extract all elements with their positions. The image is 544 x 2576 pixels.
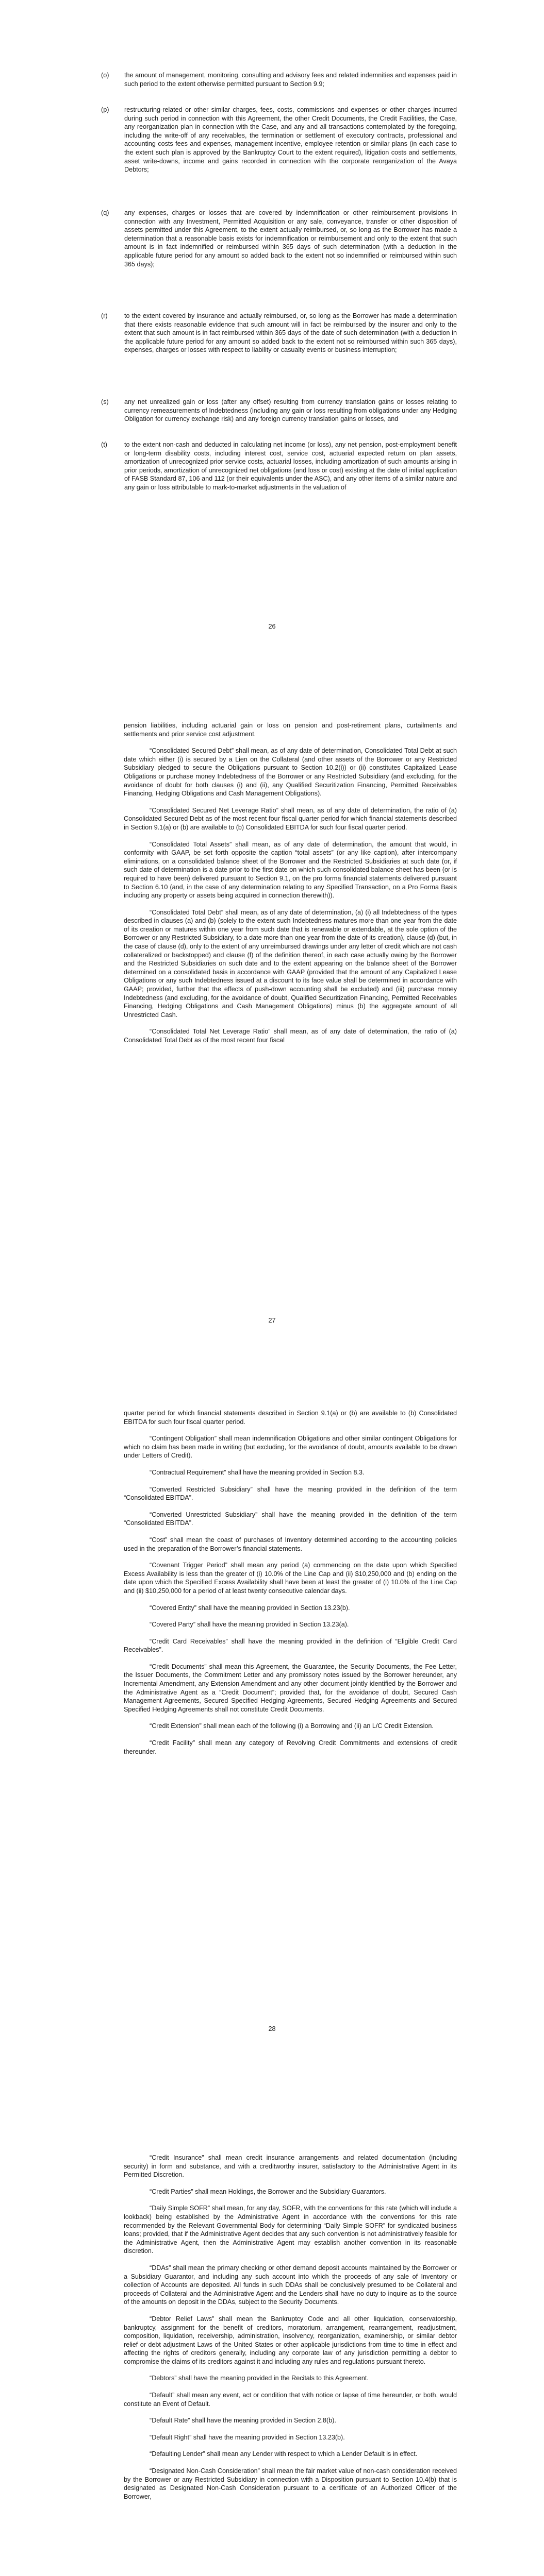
definition-text: quarter period for which financial statements described in Section 9.1(a) or (b) are available to (b) Consolidated EBITDA for such four fiscal quarter period.: [124, 1410, 457, 1426]
definition-text: shall have the meaning provided in Section 13.23(a).: [195, 1621, 349, 1629]
defined-term: “Default Rate”: [150, 2417, 190, 2425]
clause-label: (s): [101, 398, 109, 405]
defined-term: “Credit Insurance”: [150, 2154, 204, 2161]
clause-label: (r): [101, 312, 108, 319]
definition-paragraph: [124, 1511, 457, 1528]
definition-paragraph: [124, 1536, 457, 1553]
definition-paragraph: [124, 2391, 457, 2408]
definition-paragraph: [124, 747, 457, 798]
definition-paragraph: [124, 2374, 457, 2383]
definition-text: shall mean Holdings, the Borrower and the Subsidiary Guarantors.: [193, 2188, 386, 2195]
page-number: 28: [268, 2025, 276, 2032]
definition-paragraph: [124, 2188, 457, 2196]
defined-term: “Designated Non-Cash Consideration”: [150, 2467, 260, 2475]
definition-text: shall mean, as of any date of determination, the ratio of (a) Consolidated Total Debt as of the most recent four fiscal: [124, 1028, 457, 1044]
definition-paragraph: [124, 2204, 457, 2256]
definition-text: shall mean any period (a) commencing on the date upon which Specified Excess Availability is less than the greater of (i) 10.0% of the Line Cap and (ii) $10,250,000 and (b) ending on the date upon which the Specified Excess Availability shall have been at least the greater of (i) 10.0% of the Line Cap and (ii) $10,250,000 for a period of at least twenty consecutive calendar days.: [124, 1562, 457, 1595]
definition-text: shall have the meaning provided in the definition of the term “Consolidated EBITDA”.: [124, 1511, 457, 1527]
defined-term: “Consolidated Secured Debt”: [150, 747, 234, 755]
definition-paragraph: [124, 1604, 457, 1613]
definition-paragraph: [124, 1027, 457, 1044]
clause-label: (o): [101, 72, 109, 79]
definition-text: shall mean the coast of purchases of Inventory determined according to the accounting policies used in the preparation of the Borrower’s financial statements.: [124, 1536, 457, 1552]
definition-paragraph: [124, 1739, 457, 1756]
definition-paragraph: [124, 1485, 457, 1502]
definitions-block: [124, 1409, 457, 1764]
definition-paragraph: [124, 2467, 457, 2501]
clause-p: [101, 106, 457, 174]
definition-text: shall mean any event, act or condition that with notice or lapse of time hereunder, or both, would constitute an Event of Default.: [124, 2392, 457, 2408]
definition-text: shall have the meaning provided in Section 13.23(b).: [191, 2433, 345, 2441]
definition-text: shall mean this Agreement, the Guarantee, the Security Documents, the Fee Letter, the Issuer Documents, the Commitment Letter and any promissory notes issued by the Borrower hereunder, any Incremental Amendment, any Extension Amendment and any other document jointly identified by the Borrower and the Administrative Agent as a “Credit Document”; provided that, for the avoidance of doubt, Secured Cash Management Agreements, Secured Specified Hedging Agreements, Secured Hedging Agreements and Secured Specified Hedging Agreements shall not constitute Credit Documents.: [124, 1663, 457, 1713]
definition-paragraph: [124, 908, 457, 1020]
definition-paragraph: [124, 1409, 457, 1426]
definition-paragraph: [124, 2264, 457, 2307]
definition-text: shall mean the fair market value of non-cash consideration received by the Borrower or any Restricted Subsidiary in connection with a Disposition pursuant to Section 10.4(b) that is designated as Designated Non-Cash Consideration pursuant to a certificate of an Authorized Officer of the Borrower,: [124, 2467, 457, 2500]
defined-term: “Defaulting Lender”: [150, 2450, 205, 2458]
clause-label: (t): [101, 441, 107, 448]
definition-text: shall mean the Bankruptcy Code and all other liquidation, conservatorship, bankruptcy, assignment for the benefit of creditors, moratorium, arrangement, rearrangement, readjustment, composition, liquidation, receivership, administration, insolvency, reorganization, examinership, or similar debtor relief or debt adjustment Laws of the United States or other applicable jurisdictions from time to time in effect and affecting the rights of creditors generally, including any corporate law of any jurisdiction permitting a debtor to compromise the claims of its creditors against it and including any rules and regulations pursuant thereto.: [124, 2315, 457, 2365]
defined-term: “Consolidated Total Net Leverage Ratio”: [150, 1028, 271, 1036]
defined-term: “Debtor Relief Laws”: [150, 2315, 215, 2323]
definition-text: shall mean indemnification Obligations and other similar contingent Obligations for which no claim has been made in writing (but excluding, for the avoidance of doubt, amounts available to be drawn under Letters of Credit).: [124, 1435, 457, 1460]
defined-term: “Credit Documents”: [150, 1663, 207, 1670]
definitions-block: [124, 2154, 457, 2509]
clause-text: any expenses, charges or losses that are covered by indemnification or other reimbursement provisions in connection with any Investment, Permitted Acquisition or any sale, conveyance, transfer or other disposition of assets permitted under this Agreement, to the extent actually reimbursed, or, so long as the Borrower has made a determination that a reasonable basis exists for indemnification or reimbursement and only to the extent that such amount is in fact indemnified or reimbursed within 365 days of such determination (with a deduction in the applicable future period for any amount so added back to the extent not so indemnified or reimbursed within such 365 days);: [124, 209, 457, 268]
definition-paragraph: [124, 1637, 457, 1654]
definition-paragraph: [124, 2416, 457, 2425]
definition-paragraph: [124, 1561, 457, 1595]
defined-term: “Consolidated Total Assets”: [150, 840, 232, 848]
clause-q: [101, 209, 457, 268]
clause-text: to the extent covered by insurance and actually reimbursed, or, so long as the Borrower has made a determination that there exists reasonable evidence that such amount will in fact be reimbursed by the insurer and only to the extent that such amount is in fact reimbursed within 365 days of the date of such determination (with a deduction in the applicable future period for any amount so added back to the extent not so reimbursed within such 365 days), expenses, charges or losses with respect to liability or casualty events or business interruption;: [124, 312, 457, 354]
clause-r: [101, 312, 457, 354]
definition-text: shall mean, as of any date of determination, (a) (i) all Indebtedness of the types described in clauses (a) and (b) (solely to the extent such Indebtedness matures more than one year from the date of its creation or matures within one year from such date that is renewable or extendable, at the sole option of the Borrower or any Restricted Subsidiary, to a date more than one year from the date of its creation), clause (d) (but, in the case of clause (d), only to the extent of any unreimbursed drawings under any letter of credit which are not cash collateralized or backstopped) and clause (f) of the definition thereof, in each case actually owing by the Borrower and the Restricted Subsidiaries on such date and to the extent appearing on the balance sheet of the Borrower determined on a consolidated basis in accordance with GAAP (provided that the amount of any Capitalized Lease Obligations or any such Indebtedness issued at a discount to its face value shall be determined in accordance with GAAP; provided, further that the effects of push-down accounting shall be excluded) and (iii) purchase money Indebtedness (and excluding, for the avoidance of doubt, Qualified Securitization Financing, Permitted Receivables Financing, Hedging Obligations and Cash Management Obligations) minus (b) the aggregate amount of all Unrestricted Cash.: [124, 908, 457, 1019]
definition-paragraph: [124, 2315, 457, 2366]
defined-term: “Default Right”: [150, 2433, 192, 2441]
definition-paragraph: [124, 1620, 457, 1629]
defined-term: “DDAs”: [150, 2264, 171, 2272]
page-27: [0, 675, 544, 1386]
clause-label: (p): [101, 106, 109, 113]
definition-text: shall have the meaning provided in Section 2.8(b).: [190, 2417, 336, 2425]
definition-paragraph: [124, 721, 457, 738]
definition-text: shall mean the primary checking or other demand deposit accounts maintained by the Borrower or a Subsidiary Guarantor, and including any such account into which the proceeds of any sale of Inventory or collection of Accounts are deposited. All funds in such DDAs shall be conclusively presumed to be Collateral and proceeds of Collateral and the Administrative Agent and the Lenders shall have no duty to inquire as to the source of the amounts on deposit in the DDAs, subject to the Security Documents.: [124, 2264, 457, 2306]
definition-paragraph: [124, 1468, 457, 1477]
defined-term: “Credit Card Receivables”: [150, 1637, 228, 1645]
definition-text: shall have the meaning provided in the definition of the term “Consolidated EBITDA”.: [124, 1485, 457, 1502]
defined-term: “Covenant Trigger Period”: [150, 1562, 227, 1569]
defined-term: “Contingent Obligation”: [150, 1435, 217, 1443]
defined-term: “Credit Parties”: [150, 2188, 193, 2195]
clause-text: any net unrealized gain or loss (after any offset) resulting from currency translation gains or losses relating to currency remeasurements of Indebtedness (including any gain or loss resulting from obligations under any Hedging Obligation for currency exchange risk) and any foreign currency translation gains or losses, and: [124, 398, 457, 423]
page-number: 26: [268, 623, 276, 630]
defined-term: “Covered Party”: [150, 1621, 195, 1629]
clause-o: [101, 71, 457, 88]
definition-text: shall have the meaning provided in the definition of “Eligible Credit Card Receivables”.: [124, 1637, 457, 1654]
clause-s: [101, 398, 457, 423]
definition-text: shall have the meaning provided in Section 13.23(b).: [196, 1604, 350, 1612]
clause-t: [101, 440, 457, 492]
definition-text: shall mean, as of any date of determination, the ratio of (a) Consolidated Secured Debt as of the most recent four fiscal quarter period for which financial statements described in Section 9.1(a) or (b) are available to (b) Consolidated EBITDA for such four fiscal quarter period.: [124, 806, 457, 831]
defined-term: “Credit Extension”: [150, 1722, 202, 1730]
defined-term: “Consolidated Total Debt”: [150, 908, 223, 916]
defined-term: “Converted Unrestricted Subsidiary”: [150, 1511, 258, 1518]
page-28: [0, 1386, 544, 2113]
definition-text: shall mean, for any day, SOFR, with the conventions for this rate (which will include a lookback) being established by the Administrative Agent in accordance with the conventions for this rate recommended by the Relevant Governmental Body for determining “Daily Simple SOFR” for syndicated business loans; provided, that if the Administrative Agent decides that any such convention is not administratively feasible for the Administrative Agent, then the Administrative Agent may establish another convention in its reasonable discretion.: [124, 2205, 457, 2255]
defined-term: “Daily Simple SOFR”: [150, 2205, 210, 2212]
definition-paragraph: [124, 806, 457, 832]
definition-paragraph: [124, 840, 457, 900]
definition-text: shall mean each of the following (i) a Borrowing and (ii) an L/C Credit Extension.: [201, 1722, 434, 1730]
definition-text: shall mean, as of any date of determination, Consolidated Total Debt at such date which either (i) is secured by a Lien on the Collateral (and other assets of the Borrower or any Restricted Subsidiary pledged to secure the Obligations pursuant to Section 10.2(i)) or (ii) constitutes Capitalized Lease Obligations or purchase money Indebtedness of the Borrower or any Restricted Subsidiary (and excluding, for the avoidance of doubt for both clauses (i) and (ii), any Qualified Securitization Financing, Permitted Receivables Financing, Hedging Obligations and Cash Management Obligations).: [124, 747, 457, 798]
definitions-block: [124, 721, 457, 1053]
definition-text: shall mean any Lender with respect to which a Lender Default is in effect.: [205, 2450, 418, 2458]
defined-term: “Default”: [150, 2392, 175, 2399]
defined-term: “Consolidated Secured Net Leverage Ratio”: [150, 806, 278, 814]
defined-term: “Converted Restricted Subsidiary”: [150, 1485, 253, 1493]
definition-text: shall mean credit insurance arrangements and related documentation (including security) in form and substance, and with a creditworthy insurer, satisfactory to the Administrative Agent in its Permitted Discretion.: [124, 2154, 457, 2179]
page-number: 27: [268, 1317, 276, 1324]
definition-text: shall have the meaning provided in the Recitals to this Agreement.: [176, 2375, 369, 2382]
defined-term: “Contractual Requirement”: [150, 1468, 226, 1476]
defined-term: “Credit Facility”: [150, 1739, 195, 1747]
definition-text: shall mean, as of any date of determination, the amount that would, in conformity with GAAP, be set forth opposite the caption “total assets” (or any like caption), after intercompany eliminations, on a consolidated balance sheet of the Borrower and the Restricted Subsidiaries at such date (or, if such date of determination is a date prior to the first date on which such consolidated balance sheet has been (or is required to have been) delivered pursuant to Section 9.1, on the pro forma financial statements delivered pursuant to Section 6.10 (and, in the case of any determination relating to any Specified Transaction, on a Pro Forma Basis including any property or assets being acquired in connection therewith)).: [124, 840, 457, 900]
definition-paragraph: [124, 2433, 457, 2442]
definition-text: shall have the meaning provided in Section 8.3.: [226, 1468, 365, 1476]
defined-term: “Covered Entity”: [150, 1604, 196, 1612]
page-26: [0, 0, 544, 675]
definition-text: shall mean any category of Revolving Credit Commitments and extensions of credit thereunder.: [124, 1739, 457, 1755]
definition-paragraph: [124, 2450, 457, 2459]
clause-text: the amount of management, monitoring, consulting and advisory fees and related indemnities and expenses paid in such period to the extent otherwise permitted pursuant to Section 9.9;: [124, 72, 457, 88]
definition-paragraph: [124, 1722, 457, 1731]
definition-paragraph: [124, 1434, 457, 1460]
definition-paragraph: [124, 1663, 457, 1714]
defined-term: “Cost”: [150, 1536, 168, 1544]
clause-text: restructuring-related or other similar charges, fees, costs, commissions and expenses or other charges incurred during such period in connection with this Agreement, the other Credit Documents, the Credit Facilities, the Case, any reorganization plan in connection with the Case, and any and all transactions contemplated by the foregoing, including the write-off of any receivables, the termination or settlement of executory contracts, professional and accounting costs fees and expenses, management incentive, employee retention or similar plans (in each case to the extent such plan is approved by the Bankruptcy Court to the extent required), litigation costs and settlements, asset write-downs, income and gains recorded in connection with the corporate reorganization of the Avaya Debtors;: [124, 106, 457, 174]
clause-label: (q): [101, 209, 109, 216]
definition-paragraph: [124, 2154, 457, 2179]
page-29: [0, 2112, 544, 2576]
definition-text: pension liabilities, including actuarial gain or loss on pension and post-retirement plans, curtailments and settlements and prior service cost adjustment.: [124, 722, 457, 738]
clause-text: to the extent non-cash and deducted in calculating net income (or loss), any net pension, post-employment benefit or long-term disability costs, including interest cost, service cost, actuarial expected return on plan assets, amortization of unrecognized prior service costs, actuarial losses, including amortization of such amounts arising in prior periods, amortization of unrecognized net obligations (and loss or cost) existing at the date of initial application of FASB Standard 87, 106 and 112 (or their equivalents under the ASC), and any other items of a similar nature and any gain or loss attributable to mark-to-market adjustments in the valuation of: [124, 441, 457, 491]
defined-term: “Debtors”: [150, 2375, 177, 2382]
